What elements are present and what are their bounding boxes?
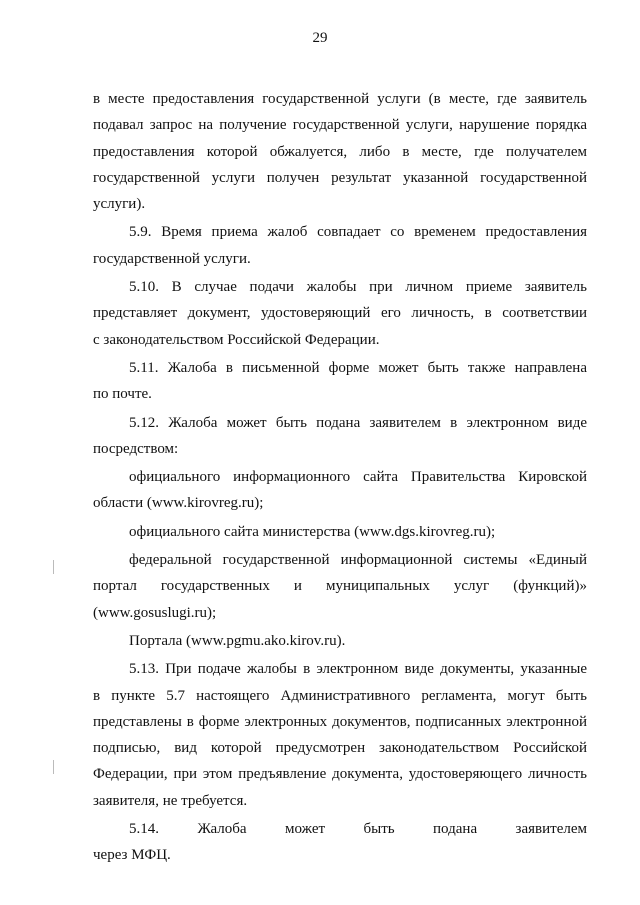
text-line: 5.13. При подаче жалобы в электронном виде документы, указанные — [129, 661, 587, 678]
text-line: по почте. — [93, 386, 152, 403]
text-line: 5.9. Время приема жалоб совпадает со временем предоставления — [129, 224, 587, 241]
paragraph — [93, 464, 587, 517]
text-line: посредством: — [93, 440, 179, 457]
text-line: портал государственных и муниципальных услуг (функций)» — [93, 578, 587, 595]
text-line: 5.11. Жалоба в письменной форме может быть также направлена — [129, 359, 587, 376]
text-line: федеральной государственной информационной системы «Единый — [129, 552, 587, 569]
text-line: заявителя, не требуется. — [93, 792, 248, 809]
text-line: официального сайта министерства (www.dgs.kirovreg.ru); — [129, 523, 496, 540]
text-line: 5.12. Жалоба может быть подана заявителем в электронном виде — [129, 414, 587, 431]
text-line: в месте предоставления государственной услуги (в месте, где заявитель — [93, 91, 587, 107]
text-line: Портала (www.pgmu.ako.kirov.ru). — [129, 632, 346, 649]
text-line: в пункте 5.7 настоящего Административного регламента, могут быть — [93, 687, 587, 704]
paragraph — [93, 816, 587, 869]
text-line: предоставления которой обжалуется, либо в месте, где получателем — [93, 143, 587, 160]
text-line: через МФЦ. — [93, 847, 171, 864]
paragraph — [93, 410, 587, 463]
text-line: с законодательством Российской Федерации. — [93, 331, 380, 348]
paragraph — [93, 86, 587, 217]
text-line: Федерации, при этом предъявление документа, удостоверяющего личность — [93, 766, 587, 783]
text-line: услуги). — [93, 196, 146, 213]
text-line: (www.gosuslugi.ru); — [93, 604, 217, 621]
text-line: официального информационного сайта Правительства Кировской — [129, 469, 587, 486]
page-number: 29 — [312, 30, 328, 46]
scan-artifact — [53, 760, 54, 774]
paragraph — [93, 656, 587, 814]
paragraph — [93, 547, 587, 626]
document-body — [93, 86, 587, 869]
text-line: представляет документ, удостоверяющий его личность, в соответствии — [93, 305, 587, 322]
paragraph — [93, 519, 587, 545]
text-line: государственной услуги получен результат указанной государственной — [93, 169, 587, 186]
scan-artifact — [53, 560, 54, 574]
paragraph — [93, 355, 587, 408]
text-line: государственной услуги. — [93, 250, 251, 267]
text-line: 5.14. Жалоба может быть подана заявителем — [129, 821, 587, 838]
text-line: подписью, вид которой предусмотрен законодательством Российской — [93, 740, 587, 757]
paragraph — [93, 274, 587, 353]
paragraph — [93, 628, 587, 654]
text-line: представлены в форме электронных документов, подписанных электронной — [93, 713, 587, 730]
text-line: 5.10. В случае подачи жалобы при личном приеме заявитель — [129, 279, 587, 296]
text-line: области (www.kirovreg.ru); — [93, 495, 264, 512]
paragraph — [93, 219, 587, 272]
text-line: подавал запрос на получение государственной услуги, нарушение порядка — [93, 117, 587, 134]
